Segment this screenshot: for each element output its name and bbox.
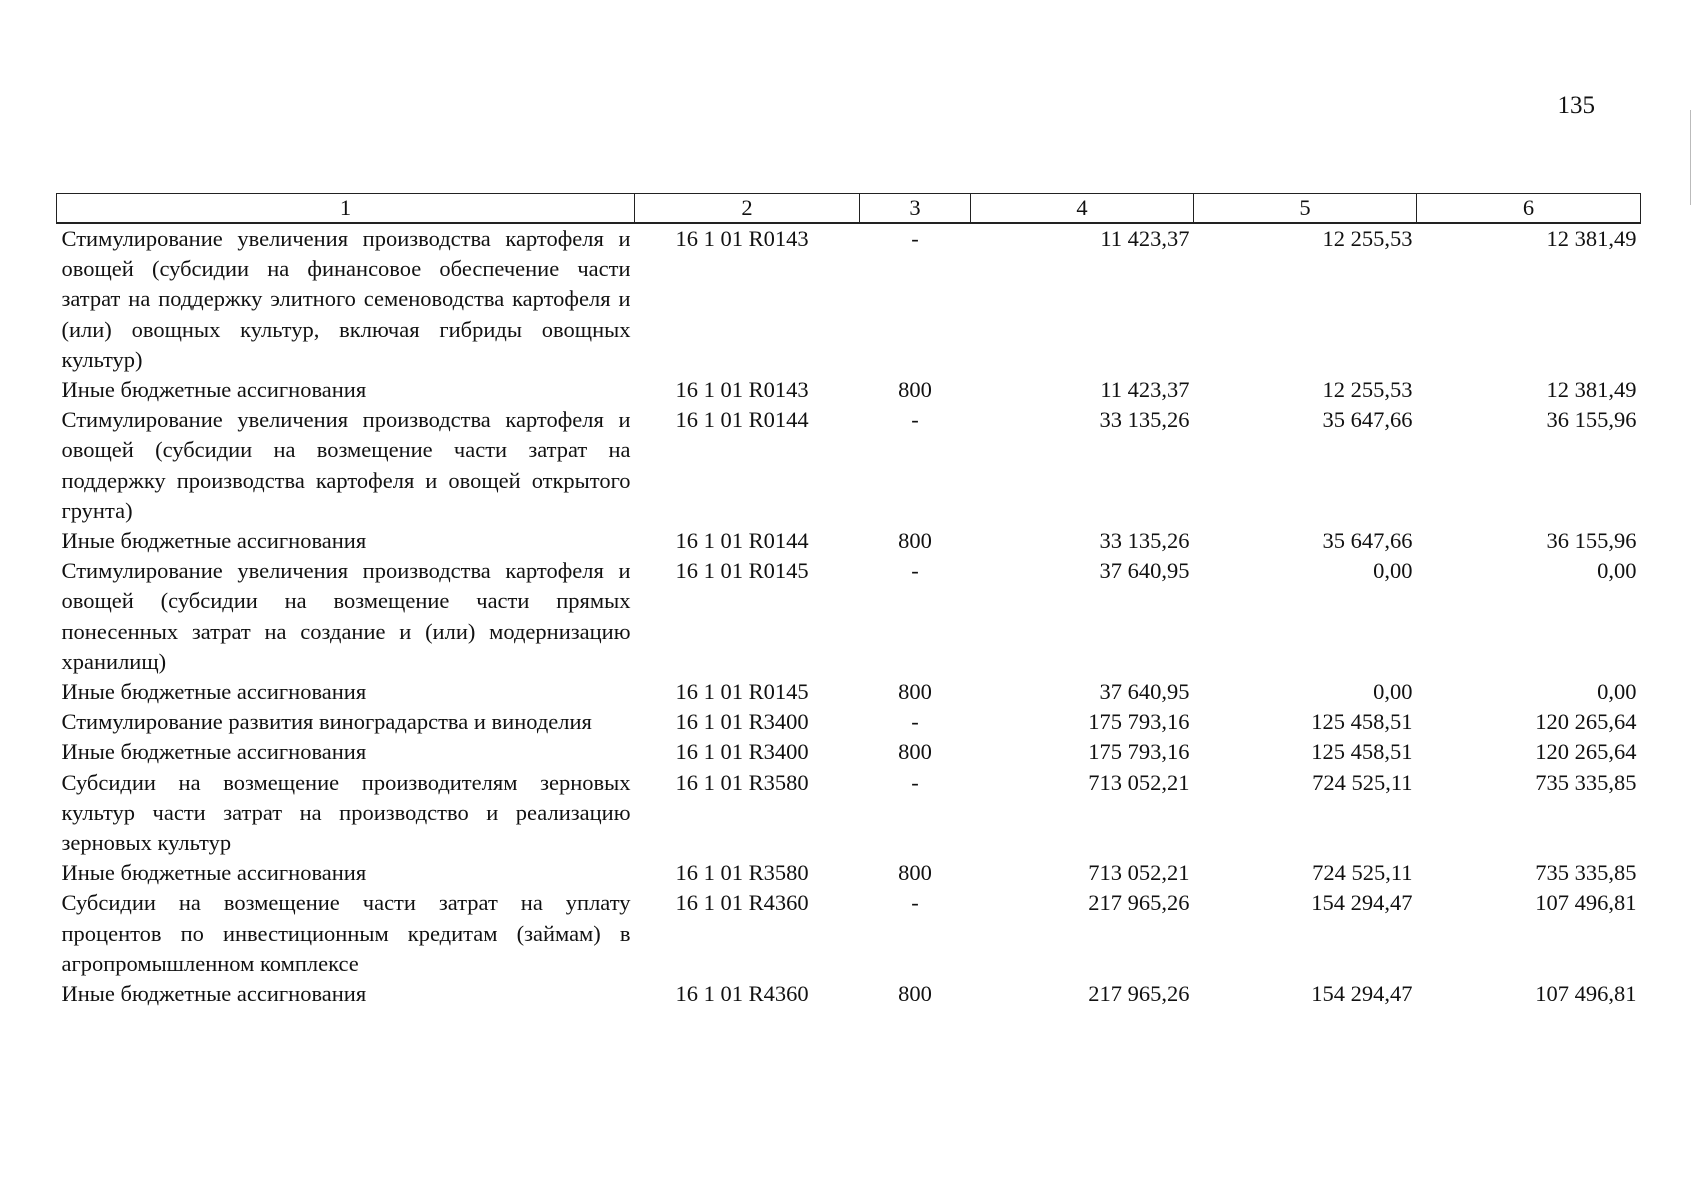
row-code: 16 1 01 R4360 <box>675 981 809 1007</box>
row-code: 16 1 01 R3580 <box>675 860 809 886</box>
row-value-col6: 107 496,81 <box>1535 890 1637 916</box>
row-value-col4: 217 965,26 <box>1088 890 1190 916</box>
row-expense-kind: - <box>911 226 919 251</box>
row-expense-kind: - <box>911 558 919 584</box>
table-row <box>57 737 1641 767</box>
header-row <box>57 194 1641 224</box>
row-value-col5: 125 458,51 <box>1311 739 1413 765</box>
row-name: Субсидии на возмещение производителям зерновых культур части затрат на производство и реализацию зерновых культур <box>61 769 631 856</box>
header-col-1: 1 <box>57 194 635 224</box>
row-value-col4: 175 793,16 <box>1088 709 1190 735</box>
row-expense-kind: 800 <box>898 377 932 403</box>
row-value-col6: 107 496,81 <box>1535 981 1637 1007</box>
row-value-col5: 12 255,53 <box>1322 226 1413 251</box>
row-value-col5: 125 458,51 <box>1311 709 1413 735</box>
row-code: 16 1 01 R3400 <box>675 739 809 765</box>
row-value-col4: 33 135,26 <box>1099 528 1190 554</box>
row-name: Иные бюджетные ассигнования <box>61 739 367 765</box>
row-value-col6: 36 155,96 <box>1546 528 1637 554</box>
row-value-col6: 0,00 <box>1597 679 1637 705</box>
table-row <box>57 677 1641 707</box>
row-value-col5: 35 647,66 <box>1322 528 1413 554</box>
row-value-col4: 33 135,26 <box>1099 407 1190 433</box>
table-row <box>57 526 1641 556</box>
row-expense-kind: - <box>911 769 919 795</box>
row-code: 16 1 01 R4360 <box>675 890 809 916</box>
row-expense-kind: 800 <box>898 679 932 705</box>
row-name: Стимулирование увеличения производства картофеля и овощей (субсидии на возмещение части затрат на поддержку производства картофеля и овощей открытого грунта) <box>61 407 631 523</box>
row-name: Иные бюджетные ассигнования <box>61 860 367 886</box>
row-expense-kind: - <box>911 890 919 916</box>
row-code: 16 1 01 R0143 <box>675 226 809 251</box>
row-value-col4: 37 640,95 <box>1099 679 1190 705</box>
row-expense-kind: 800 <box>898 981 932 1007</box>
row-expense-kind: 800 <box>898 860 932 886</box>
row-value-col6: 120 265,64 <box>1535 739 1637 765</box>
row-value-col4: 217 965,26 <box>1088 981 1190 1007</box>
row-value-col6: 36 155,96 <box>1546 407 1637 433</box>
row-value-col5: 0,00 <box>1373 558 1413 584</box>
table-row <box>57 405 1641 526</box>
scan-edge-mark <box>1690 110 1691 205</box>
row-name: Иные бюджетные ассигнования <box>61 528 367 554</box>
row-name: Стимулирование развития виноградарства и виноделия <box>61 709 592 735</box>
row-value-col5: 154 294,47 <box>1311 890 1413 916</box>
row-code: 16 1 01 R0145 <box>675 679 809 705</box>
table-row <box>57 223 1641 375</box>
table-row <box>57 858 1641 888</box>
row-value-col6: 0,00 <box>1597 558 1637 584</box>
row-value-col5: 12 255,53 <box>1322 377 1413 403</box>
header-col-4: 4 <box>971 194 1194 224</box>
row-value-col4: 37 640,95 <box>1099 558 1190 584</box>
row-value-col4: 11 423,37 <box>1100 226 1190 251</box>
row-expense-kind: - <box>911 709 919 735</box>
row-value-col5: 154 294,47 <box>1311 981 1413 1007</box>
row-value-col5: 724 525,11 <box>1312 860 1413 886</box>
row-name: Иные бюджетные ассигнования <box>61 679 367 705</box>
row-name: Стимулирование увеличения производства картофеля и овощей (субсидии на возмещение части прямых понесенных затрат на создание и (или) модернизацию хранилищ) <box>61 558 631 674</box>
row-expense-kind: 800 <box>898 528 932 554</box>
page-number: 135 <box>1557 92 1595 119</box>
row-value-col5: 35 647,66 <box>1322 407 1413 433</box>
row-value-col4: 11 423,37 <box>1100 377 1190 403</box>
row-name: Субсидии на возмещение части затрат на уплату процентов по инвестиционным кредитам (займам) в агропромышленном комплексе <box>61 890 631 976</box>
header-col-6: 6 <box>1417 194 1641 224</box>
row-code: 16 1 01 R0144 <box>675 528 809 554</box>
table-row <box>57 888 1641 979</box>
table-row <box>57 707 1641 737</box>
table-row <box>57 556 1641 677</box>
table-body <box>57 223 1641 1009</box>
row-value-col6: 735 335,85 <box>1535 860 1637 886</box>
budget-table <box>56 193 1641 1009</box>
row-code: 16 1 01 R3400 <box>675 709 809 735</box>
table-row <box>57 768 1641 859</box>
row-name: Иные бюджетные ассигнования <box>61 377 367 403</box>
row-code: 16 1 01 R3580 <box>675 769 809 795</box>
row-value-col5: 724 525,11 <box>1312 769 1413 795</box>
row-expense-kind: - <box>911 407 919 433</box>
header-col-3: 3 <box>860 194 971 224</box>
row-value-col5: 0,00 <box>1373 679 1413 705</box>
row-value-col4: 713 052,21 <box>1088 769 1190 795</box>
header-col-2: 2 <box>635 194 860 224</box>
row-name: Стимулирование увеличения производства картофеля и овощей (субсидии на финансовое обеспечение части затрат на поддержку элитного семеноводства картофеля и (или) овощных культур, включая гибриды овощных культур) <box>61 226 631 372</box>
row-expense-kind: 800 <box>898 739 932 765</box>
row-value-col4: 175 793,16 <box>1088 739 1190 765</box>
row-code: 16 1 01 R0145 <box>675 558 809 584</box>
row-code: 16 1 01 R0144 <box>675 407 809 433</box>
row-value-col6: 120 265,64 <box>1535 709 1637 735</box>
table-header <box>57 194 1641 224</box>
row-name: Иные бюджетные ассигнования <box>61 981 367 1007</box>
row-value-col4: 713 052,21 <box>1088 860 1190 886</box>
table-row <box>57 375 1641 405</box>
header-col-5: 5 <box>1194 194 1417 224</box>
row-code: 16 1 01 R0143 <box>675 377 809 403</box>
table-row <box>57 979 1641 1009</box>
row-value-col6: 12 381,49 <box>1546 377 1637 403</box>
row-value-col6: 735 335,85 <box>1535 769 1637 795</box>
row-value-col6: 12 381,49 <box>1546 226 1637 251</box>
